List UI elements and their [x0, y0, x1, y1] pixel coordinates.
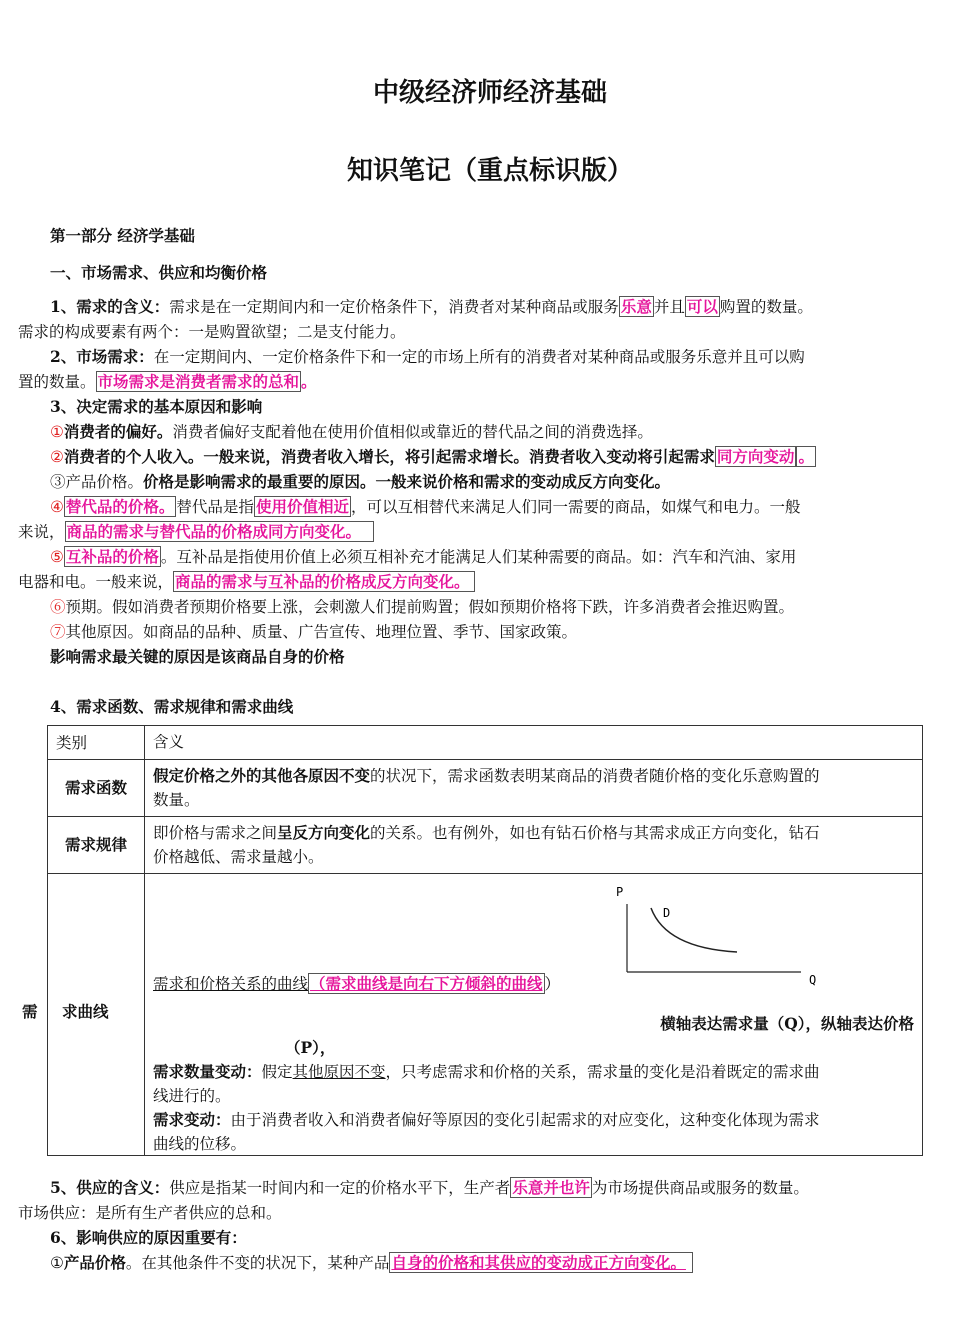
doc-title: 中级经济师经济基础	[372, 78, 607, 108]
para-5-cont: 市场供应：是所有生产者供应的总和。	[18, 1204, 282, 1222]
quantity-change: 需求数量变动：假定其他原因不变，只考虑需求和价格的关系，需求量的变化是沿着既定的需求曲	[153, 1062, 820, 1081]
row-demand-function-label: 需求函数	[48, 760, 145, 817]
key-point: 影响需求最关键的原因是该商品自身的价格	[50, 647, 345, 666]
item-4-cont: 来说， 商品的需求与替代品的价格成同方向变化。	[18, 520, 374, 542]
section-heading: 一、市场需求、供应和均衡价格	[50, 263, 268, 282]
axis-p-label: P	[616, 885, 624, 899]
row-demand-law-text: 即价格与需求之间呈反方向变化的关系。也有例外，如也有钻石价格与其需求成正方向变化，钻石 价格越低、需求量越小。	[145, 817, 923, 874]
row-demand-law-label: 需求规律	[48, 817, 145, 874]
doc-subtitle: 知识笔记（重点标识版）	[346, 156, 633, 186]
item-5-cont: 电器和电。一般来说， 商品的需求与互补品的价格成反方向变化。	[18, 570, 475, 592]
para-2: 2、市场需求：在一定期间内、一定价格条件下和一定的市场上所有的消费者对某种商品或服务乐意并且可以购	[50, 347, 805, 366]
demand-change-cont: 曲线的位移。	[153, 1135, 247, 1153]
curve-description: 需求和价格关系的曲线 （需求曲线是向右下方倾斜的曲线 ）	[153, 974, 561, 993]
axes-description: 横轴表达需求量（Q），纵轴表达价格	[660, 1014, 914, 1033]
para-6: 6、影响供应的原因重要有：	[50, 1228, 247, 1247]
para-5: 5、供应的含义：供应是指某一时间内和一定的价格水平下，生产者 乐意并也许 为市场提供商品或服务的数量。	[50, 1178, 809, 1197]
table-header-meaning: 含义	[145, 726, 923, 760]
table-header-category: 类别	[48, 726, 145, 760]
section-4-heading: 4、需求函数、需求规律和需求曲线	[50, 697, 294, 716]
axes-description-cont: （P），	[285, 1038, 336, 1057]
item-3: ③产品价格。价格是影响需求的最重要的原因。一般来说价格和需求的变动成反方向变化。	[50, 472, 671, 491]
demand-curve-chart	[611, 882, 817, 992]
supply-item-1: ①产品价格。在其他条件不变的状况下，某种产品 自身的价格和其供应的变动成正方向变化。	[50, 1251, 693, 1273]
para-3: 3、决定需求的基本原因和影响	[50, 397, 263, 416]
item-1: ①消费者的偏好。消费者偏好支配着他在使用价值相似或靠近的替代品之间的消费选择。	[50, 422, 653, 441]
para-2-cont: 置的数量。 市场需求是消费者需求的总和 。	[18, 372, 317, 391]
para-1: 1、需求的含义：需求是在一定期间内和一定价格条件下，消费者对某种商品或服务 乐意 并且 可以 购置的数量。	[50, 297, 813, 316]
curve-d-label: D	[663, 906, 671, 920]
row-demand-function-text: 假定价格之外的其他各原因不变的状况下，需求函数表明某商品的消费者随价格的变化乐意购置的 数量。	[145, 760, 923, 817]
demand-table	[22, 725, 923, 1156]
item-7: ⑦其他原因。如商品的品种、质量、广告宣传、地理位置、季节、国家政策。	[50, 623, 578, 641]
axis-q-label: Q	[809, 973, 817, 987]
row-demand-curve-label: 需 求曲线	[48, 874, 145, 1156]
demand-change: 需求变动：由于消费者收入和消费者偏好等原因的变化引起需求的对应变化，这种变化体现为需求	[153, 1110, 820, 1129]
item-2: ②消费者的个人收入。一般来说，消费者收入增长，将引起需求增长。消费者收入变动将引起需求 同方向变动 。	[50, 447, 814, 466]
row-demand-curve-content	[145, 874, 923, 1156]
item-6: ⑥预期。假如消费者预期价格要上涨，会刺激人们提前购置；假如预期价格将下跌，许多消费者会推迟购置。	[50, 598, 795, 616]
item-4: ④ 替代品的价格。 替代品是指 使用价值相近 ，可以互相替代来满足人们同一需要的商品，如煤气和电力。一般	[50, 497, 801, 516]
para-1-cont: 需求的构成要素有两个：一是购置欲望；二是支付能力。	[18, 323, 406, 341]
quantity-change-cont: 线进行的。	[153, 1087, 231, 1105]
item-5: ⑤ 互补品的价格 。互补品是指使用价值上必须互相补充才能满足人们某种需要的商品。如：汽车和汽油、家用	[50, 547, 797, 566]
part-heading: 第一部分 经济学基础	[50, 226, 195, 245]
